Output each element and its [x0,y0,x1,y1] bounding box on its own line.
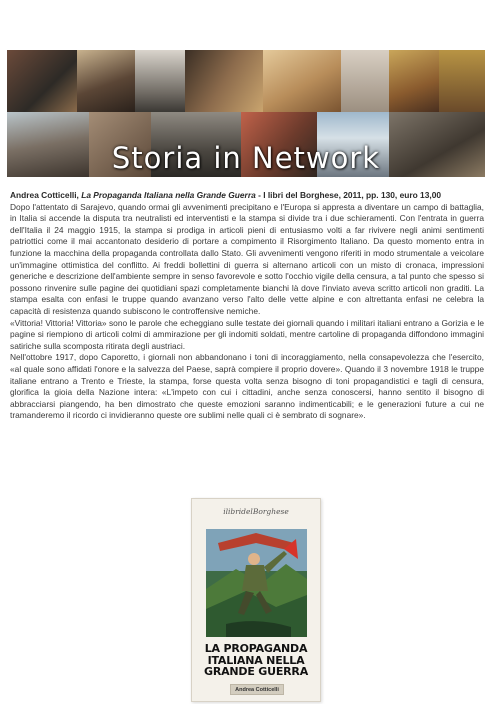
cover-title-line: GRANDE GUERRA [203,665,309,679]
banner-photo [389,50,439,112]
banner-photo [135,50,185,112]
cover-title-line: ITALIANA NELLA [207,653,305,667]
cover-publisher: ilibridelBorghese [223,507,289,516]
banner-photo [439,50,485,112]
book-title: La Propaganda Italiana nella Grande Guerra [81,190,256,200]
banner-photo [7,50,77,112]
header-banner [7,50,485,177]
banner-photo [77,50,135,112]
cover-author: Andrea Cotticelli [230,684,284,695]
book-cover-image [191,498,321,702]
cover-title-line: LA PROPAGANDA [204,642,308,655]
banner-photo [263,50,341,112]
article-body [10,190,484,422]
banner-photo [341,50,389,112]
article-paragraph: Dopo l'attentato di Sarajevo, quando ormai gli avvenimenti precipitano e l'Europa si appresta a diventare un campo di battaglia, in Italia si accende la disputa tra neutralisti ed interventisti e la stampa si divide tra i due schieramenti. Con l'entrata in guerra dell'Italia il 24 maggio 1915, la stampa si prodiga in articoli pieni di entusiasmo volti a far rivivere negli animi sentimenti patriottici come il mai accantonato desiderio di portare a compimento il Risorgimento Italiano. Da questo momento entra in funzione la macchina della propaganda controllata dallo Stato. Gli avvenimenti vengono riferiti in modo strumentale a veicolare un'immagine ottimistica del conflitto. Ai freddi bollettini di guerra si alternano articoli con un misto di cronaca, impressioni generiche e descrizione dell'ambiente sempre in senso favorevole e sotto l'occhio vigile della censura, a tal punto che spesso si possono rinvenire sulle pagine dei quotidiani spazi completamente bianchi là dove l'inviato aveva scritto articoli non graditi. La stampa esalta con enfasi le truppe quando avanzano verso l'alto delle vette alpine e con altrettanta enfasi ne celebra la capacità di resistenza quando subiscono le controffensive nemiche. [10,201,484,316]
book-details: - I libri del Borghese, 2011, pp. 130, euro 13,00 [258,190,442,200]
book-author: Andrea Cotticelli, [10,190,79,200]
article-paragraph: Nell'ottobre 1917, dopo Caporetto, i giornali non abbandonano i toni di incoraggiamento, nella consapevolezza che l'esercito, «al quale sono affidati l'onore e la salvezza del Paese, saprà compiere il proprio dovere». Quando il 3 novembre 1918 le truppe italiane entrano a Trento e Trieste, la stampa, forse questa volta senza bisogno di toni propagandistici e tagli di censura, glorifica la gioia della Nazione intera: «L'impeto con cui i cittadini, anche senza conoscersi, hanno sentito il bisogno di abbracciarsi piangendo, ha ben dimostrato che queste emozioni saranno indimenticabili; e le generazioni future a cui ne tramanderemo il ricordo ci invidieranno queste ore sublimi nelle quali ci è sembrato di sognare». [10,352,484,421]
cover-title [202,643,310,678]
book-reference [10,190,484,202]
cover-illustration [206,529,307,637]
site-title: Storia in Network [111,141,381,175]
banner-photo [185,50,263,112]
article-paragraph: «Vittoria! Vittoria! Vittoria» sono le parole che echeggiano sulle testate dei giornali quando i militari italiani entrano a Gorizia e le pagine si riempiono di articoli colmi di ammirazione per gli indomiti soldati, mentre cartoline di propaganda diffondono immagini satiriche sulla scomposta ritirata degli austriaci. [10,317,484,351]
